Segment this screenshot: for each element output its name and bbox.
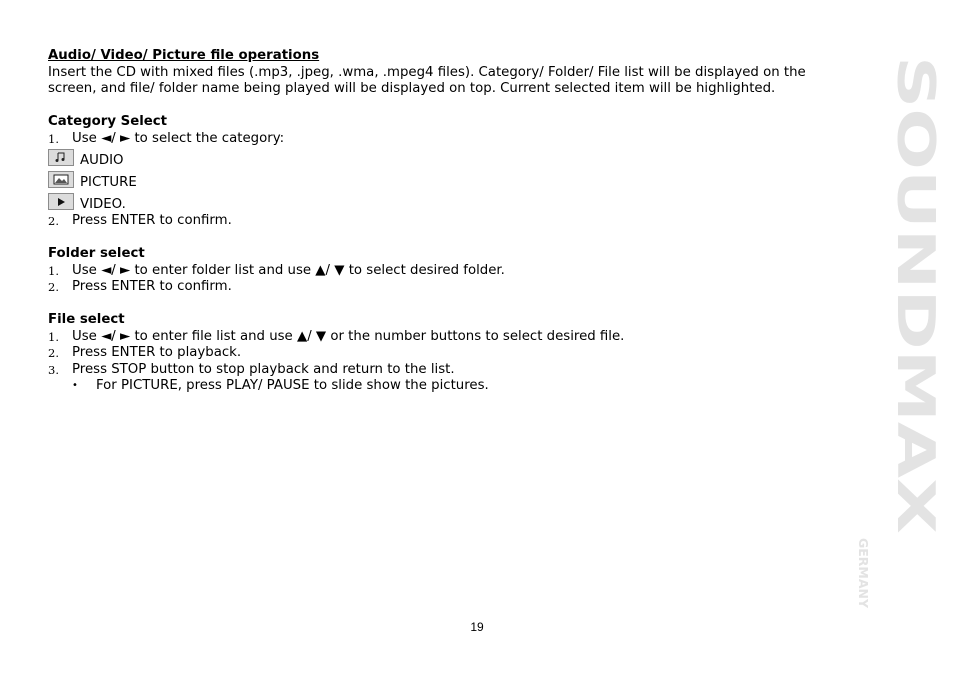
page-content (48, 48, 818, 395)
list-item (48, 345, 818, 362)
category-video (48, 191, 818, 213)
play-icon (48, 193, 74, 210)
category-audio (48, 147, 818, 169)
file-select-heading: File select (48, 312, 125, 327)
list-item (48, 213, 818, 230)
list-item (48, 131, 818, 148)
brand-sub: GERMANY (856, 538, 870, 606)
list-text: Press ENTER to playback. (72, 345, 242, 360)
category-select-heading: Category Select (48, 114, 168, 129)
category-label: AUDIO (80, 152, 124, 168)
category-picture (48, 169, 818, 191)
list-number: 3. (48, 362, 59, 377)
bullet-text: For PICTURE, press PLAY/ PAUSE to slide show the pictures. (96, 378, 489, 393)
list-text: Use ◄/ ► to enter folder list and use ▲/ ▼ to select desired folder. (72, 262, 505, 278)
soundmax-logo (846, 52, 945, 612)
page-number: 19 (470, 620, 484, 634)
list-number: 1. (48, 263, 59, 278)
music-note-icon (48, 149, 74, 166)
list-item (48, 329, 818, 346)
list-text: Press STOP button to stop playback and return to the list. (72, 361, 455, 377)
list-number: 2. (48, 280, 59, 294)
list-item (48, 263, 818, 280)
section-title: Audio/ Video/ Picture file operations (48, 48, 320, 63)
list-number: 2. (48, 214, 59, 228)
list-number: 2. (48, 346, 59, 360)
category-label: PICTURE (80, 174, 137, 190)
list-number: 1. (48, 131, 59, 146)
list-item (48, 362, 818, 379)
bullet-mark: • (72, 380, 78, 391)
brand-name: SOUNDMAX (885, 56, 945, 399)
list-text: Press ENTER to confirm. (72, 213, 232, 228)
section-intro: Insert the CD with mixed files (.mp3, .jpeg, .wma, .mpeg4 files). Category/ Folder/ File list will be displayed on the screen, and file/ folder name being played will be displayed on top. Current selected item will be highlighted. (48, 64, 806, 96)
list-text: Press ENTER to confirm. (72, 279, 232, 294)
list-item (48, 279, 818, 296)
category-label: VIDEO. (80, 196, 126, 212)
list-number: 1. (48, 329, 59, 344)
bullet-item (48, 378, 818, 395)
list-text: Use ◄/ ► to enter file list and use ▲/ ▼ or the number buttons to select desired file. (72, 328, 625, 344)
list-text: Use ◄/ ► to select the category: (72, 130, 285, 146)
folder-select-heading: Folder select (48, 246, 145, 261)
picture-icon (48, 171, 74, 188)
